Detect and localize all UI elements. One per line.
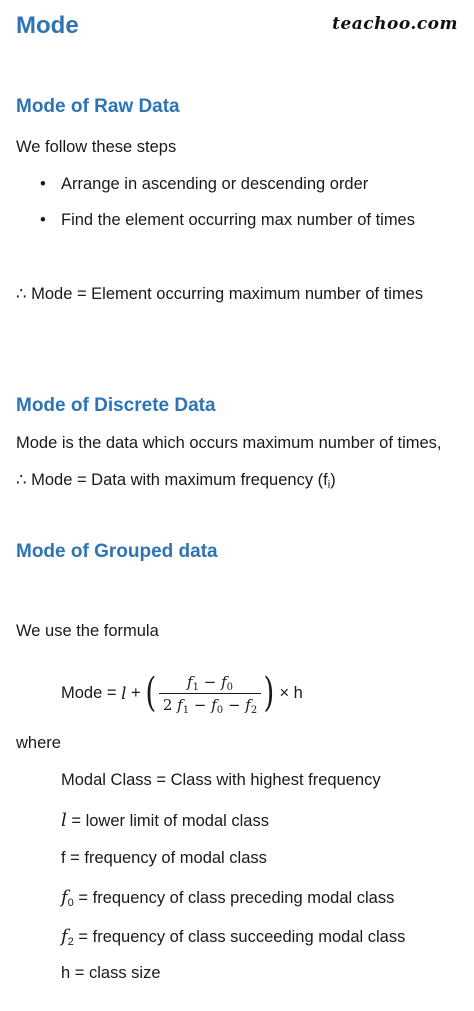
right-paren: ) [263, 670, 275, 716]
therefore-symbol: ∴ [16, 285, 27, 303]
def-class-size: h = class size [61, 964, 161, 982]
f2-symbol: f [61, 926, 68, 947]
def-f2 [61, 926, 405, 947]
discrete-conclusion [16, 470, 336, 490]
def-frequency: f = frequency of modal class [61, 849, 267, 867]
formula-plus: + [130, 683, 141, 702]
raw-step-2: Find the element occurring max number of times [61, 211, 415, 229]
raw-conclusion [16, 284, 423, 304]
l-symbol: l [61, 810, 67, 831]
teachoo-logo: teachoo.com [332, 14, 458, 34]
f0-symbol: f [61, 887, 68, 908]
raw-step-1: Arrange in ascending or descending order [61, 175, 369, 193]
formula-lhs: Mode = [61, 683, 117, 702]
f0-definition: = frequency of class preceding modal class [78, 889, 395, 907]
raw-conclusion-text: Mode = Element occurring maximum number of times [31, 285, 424, 303]
bullet-dot: • [40, 175, 46, 193]
therefore-symbol: ∴ [16, 471, 27, 489]
discrete-data-heading: Mode of Discrete Data [16, 395, 216, 416]
f2-definition: = frequency of class succeeding modal class [78, 928, 406, 946]
def-modal-class: Modal Class = Class with highest frequency [61, 771, 381, 789]
discrete-line-1: Mode is the data which occurs maximum number of times, [16, 434, 442, 452]
raw-data-intro: We follow these steps [16, 138, 177, 156]
discrete-conclusion-end: ) [330, 471, 336, 489]
formula-l: l [121, 683, 127, 703]
raw-data-heading: Mode of Raw Data [16, 96, 180, 117]
formula-times-h: × h [279, 683, 303, 702]
l-definition: = lower limit of modal class [71, 812, 269, 830]
discrete-conclusion-text: Mode = Data with maximum frequency (f [31, 471, 328, 489]
bullet-dot: • [40, 211, 46, 229]
frequency-subscript: i [327, 479, 331, 491]
f0-subscript: 0 [67, 897, 74, 909]
formula-fraction [159, 673, 261, 714]
f2-subscript: 2 [67, 936, 74, 948]
def-lower-limit [61, 810, 269, 831]
grouped-data-heading: Mode of Grouped data [16, 541, 218, 562]
where-label: where [16, 734, 61, 752]
formula-numerator: $f_1 - f_0$ [187, 672, 234, 693]
page-title: Mode [16, 12, 79, 39]
formula-denominator: 2 $f_1 - f_0 - f_2$ [159, 693, 261, 714]
mode-formula [61, 668, 303, 718]
def-f0 [61, 887, 394, 908]
grouped-intro: We use the formula [16, 622, 159, 640]
left-paren: ( [145, 670, 157, 716]
